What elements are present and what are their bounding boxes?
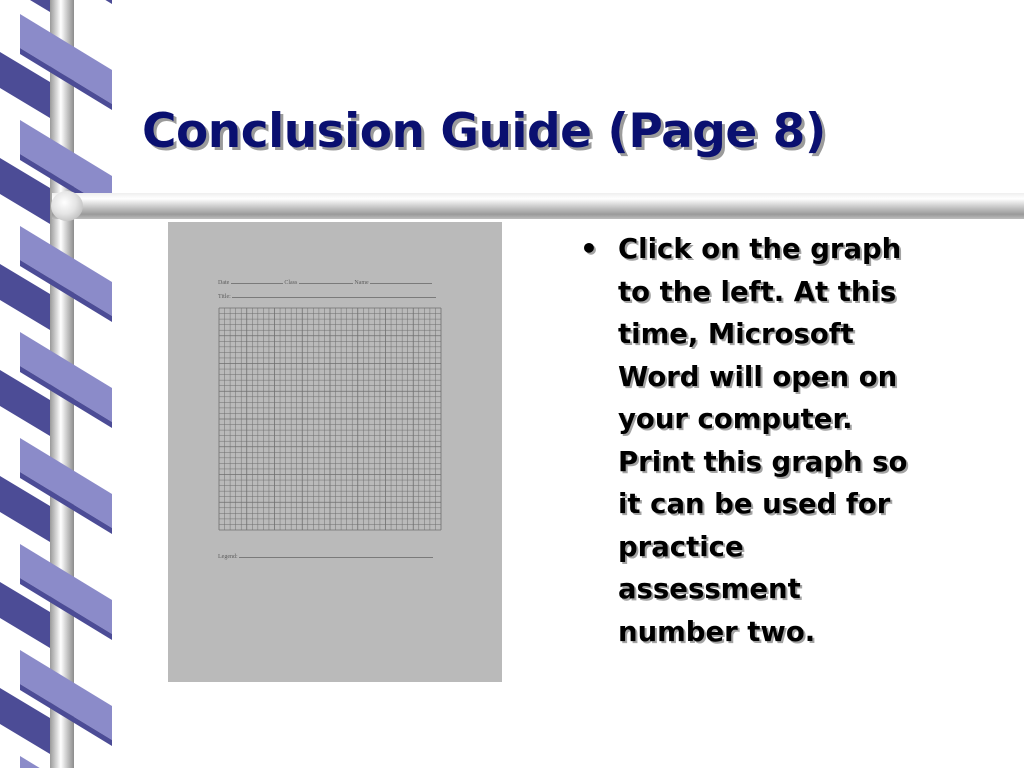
- legend-line: [218, 552, 433, 560]
- title-divider-bar: [52, 193, 1024, 219]
- bullet-text: Click on the graph to the left. At this time, Microsoft Word will open on your computer. Print this graph so it can be used for practice assessment number two.: [618, 233, 908, 648]
- date-label: Date: [218, 280, 230, 286]
- title-line: [218, 292, 436, 300]
- date-class-name-line: [218, 278, 432, 286]
- slide-title: Conclusion Guide (Page 8): [142, 104, 826, 159]
- bullet-item: [580, 228, 1000, 653]
- class-label: Class: [284, 280, 298, 286]
- bullet-list: [580, 228, 1000, 653]
- graph-paper-thumbnail[interactable]: [168, 222, 502, 682]
- ribbon-decoration: [0, 0, 120, 768]
- legend-label: Legend:: [218, 554, 238, 560]
- name-label: Name: [354, 280, 369, 286]
- bullet-dot-icon: •: [580, 232, 598, 265]
- divider-knob: [51, 191, 83, 221]
- title-label: Title:: [218, 294, 231, 300]
- graph-grid: [218, 307, 442, 531]
